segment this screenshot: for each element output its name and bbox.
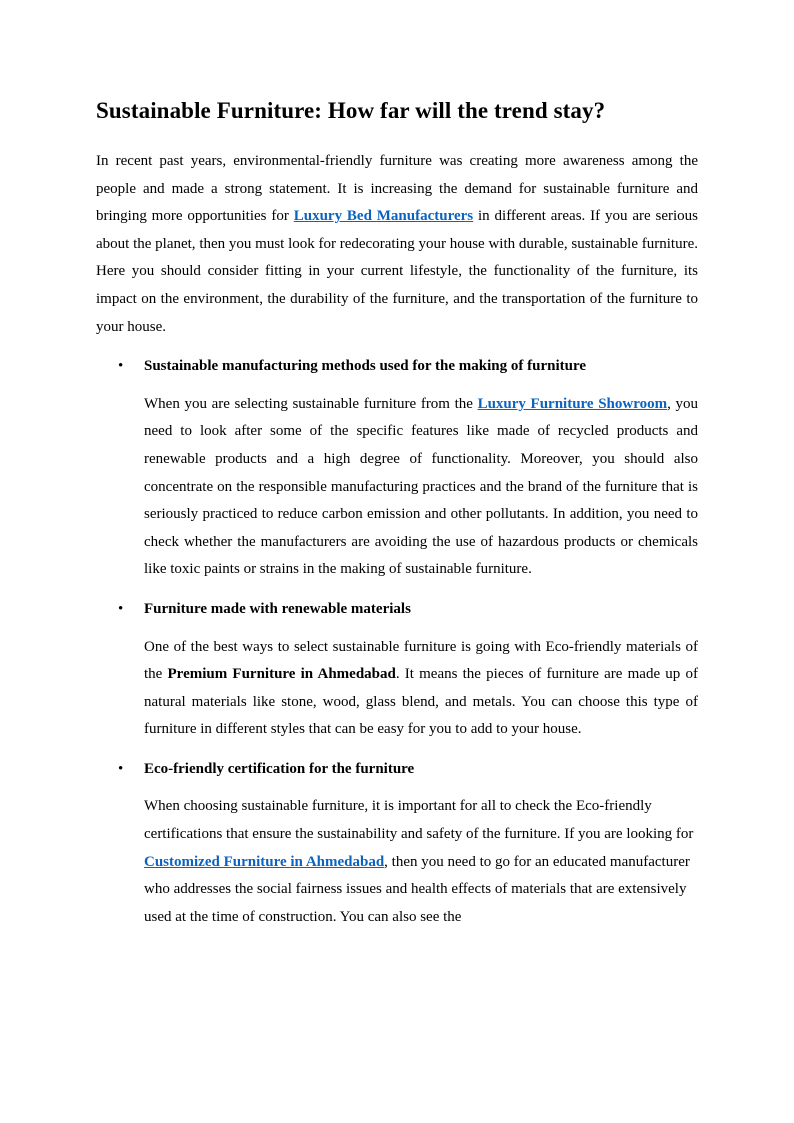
section-body-certification: [144, 793, 698, 931]
section-text-end: . It means the pieces of furniture are made up of natural materials like stone, wood, glass blend, and metals. You can choose this type of furniture in different styles that can be easy for you to add to your house.: [144, 666, 698, 738]
section-body-renewable: [144, 634, 698, 744]
section-heading-text: Sustainable manufacturing methods used for the making of furniture: [144, 358, 586, 375]
section-paragraph: [144, 391, 698, 584]
bullet-icon: •: [118, 600, 124, 617]
luxury-bed-manufacturers-link[interactable]: Luxury Bed Manufacturers: [293, 208, 474, 225]
intro-text-end: in different areas. If you are serious about the planet, then you must look for redecorating your house with durable, sustainable furniture. Here you should consider fitting in your current lifestyle, the functionality of the furniture, its impact on the environment, the durability of the furniture, and the transportation of the furniture to your house.: [96, 208, 698, 335]
section-paragraph: [144, 793, 698, 931]
section-text-start: One of the best ways to select sustainable furniture is going with Eco-friendly materials of the: [144, 638, 698, 683]
section-paragraph: [144, 634, 698, 744]
section-text-start: When you are selecting sustainable furniture from the: [144, 395, 478, 412]
section-heading-manufacturing: [96, 353, 698, 381]
section-heading-text: Eco-friendly certification for the furniture: [144, 760, 415, 777]
bullet-icon: •: [118, 760, 124, 777]
luxury-furniture-showroom-link[interactable]: Luxury Furniture Showroom: [477, 395, 668, 412]
bullet-icon: •: [118, 358, 124, 375]
intro-text-start: In recent past years, environmental-friendly furniture was creating more awareness among the people and made a strong statement. It is increasing the demand for sustainable furniture and bringing more opportunities for: [96, 153, 698, 225]
premium-furniture-bold-text: Premium Furniture in Ahmedabad: [167, 666, 396, 683]
section-body-manufacturing: [144, 391, 698, 584]
section-text-end: , then you need to go for an educated manufacturer who addresses the social fairness issues and health effects of materials that are extensively used at the time of construction. You can also see the: [144, 853, 690, 925]
section-text-start: When choosing sustainable furniture, it is important for all to check the Eco-friendly certifications that ensure the sustainability and safety of the furniture. If you are looking for: [144, 798, 694, 843]
intro-paragraph: [96, 148, 698, 341]
page-title: Sustainable Furniture: How far will the trend stay?: [96, 98, 606, 123]
document-page: [96, 96, 698, 931]
customized-furniture-link[interactable]: Customized Furniture in Ahmedabad: [144, 853, 385, 870]
section-text-end: , you need to look after some of the specific features like made of recycled products and renewable products and a high degree of functionality. Moreover, you should also concentrate on the responsible manufacturing practices and the brand of the furniture that is seriously practiced to reduce carbon emission and other pollutants. In addition, you need to check whether the manufacturers are avoiding the use of hazardous products or chemicals like toxic paints or strains in the making of sustainable furniture.: [144, 395, 698, 578]
section-heading-certification: [96, 756, 698, 784]
section-heading-renewable: [96, 596, 698, 624]
section-heading-text: Furniture made with renewable materials: [144, 600, 411, 617]
